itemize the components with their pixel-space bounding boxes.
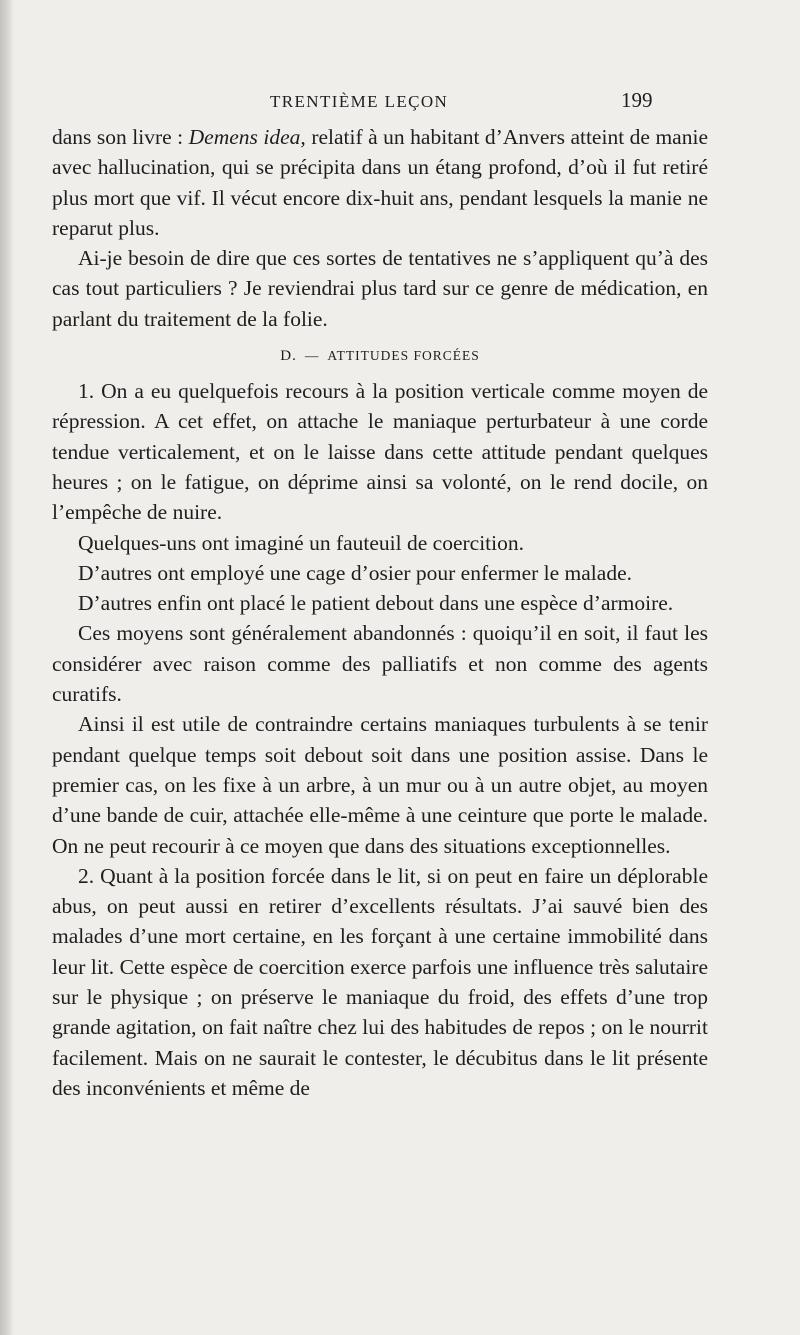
paragraph: 1. On a eu quelquefois recours à la position verticale comme moyen de répression. A cet effet, on attache le maniaque perturbateur à une corde tendue verticalement, et on le laisse dans cette attitude pendant quelques heures ; on le fatigue, on déprime ainsi sa volonté, on le rend docile, on l’empêche de nuire. bbox=[52, 379, 708, 525]
paragraph: 2. Quant à la position forcée dans le lit, si on peut en faire un déplorable abus, on peut aussi en retirer d’excellents résultats. J’ai sauvé bien des malades d’une mort certaine, en les forçant à une certaine immobilité dans leur lit. Cette espèce de coercition exerce parfois une influence très salutaire sur le physique ; on préserve le maniaque du froid, des effets d’une trop grande agitation, on fait naître chez lui des habitudes de repos ; on le nourrit facilement. Mais on ne saurait le contester, le décubitus dans le lit présente des inconvénients et même de bbox=[52, 863, 708, 1100]
running-title: TRENTIÈME LEÇON bbox=[270, 92, 449, 111]
paragraph: D’autres ont employé une cage d’osier pour enfermer le malade. bbox=[78, 560, 632, 585]
paragraph: Ces moyens sont généralement abandonnés : quoiqu’il en soit, il faut les considérer avec raison comme des palliatifs et non comme des agents curatifs. bbox=[52, 621, 708, 707]
paragraph: Ainsi il est utile de contraindre certains maniaques turbulents à se tenir pendant quelque temps soit debout soit dans une position assise. Dans le premier cas, on les fixe à un arbre, à un mur ou à un autre objet, au moyen d’une bande de cuir, attachée elle-même à une ceinture que porte le malade. On ne peut recourir à ce moyen que dans des situations exceptionnelles. bbox=[52, 712, 708, 858]
paragraph: D’autres enfin ont placé le patient debout dans une espèce d’armoire. bbox=[78, 591, 674, 616]
paragraph: Quelques-uns ont imaginé un fauteuil de coercition. bbox=[78, 530, 524, 555]
book-title-italic: Demens idea, bbox=[188, 125, 306, 149]
paragraph-text: dans son livre : bbox=[52, 125, 189, 149]
paragraph-continued bbox=[52, 122, 708, 243]
section-title: ATTITUDES FORCÉES bbox=[327, 348, 480, 364]
section-heading bbox=[52, 346, 708, 366]
page-number: 199 bbox=[621, 88, 653, 112]
paragraph-text: relatif à un habitant d’Anvers atteint de manie avec hallucination, qui se précipita dans un étang profond, d’où il fut retiré plus mort que vif. Il vécut encore dix-huit ans, pendant lesquels la manie ne reparut plus. bbox=[52, 125, 708, 240]
section-dash: — bbox=[304, 348, 320, 364]
paragraph: Ai-je besoin de dire que ces sortes de tentatives ne s’appliquent qu’à des cas tout particuliers ? Je reviendrai plus tard sur ce genre de médication, en parlant du traitement de la folie. bbox=[52, 246, 708, 331]
text-block bbox=[52, 122, 708, 1103]
running-head bbox=[0, 88, 800, 118]
page-gutter-shadow bbox=[0, 0, 14, 1335]
section-letter: D. bbox=[280, 348, 297, 365]
